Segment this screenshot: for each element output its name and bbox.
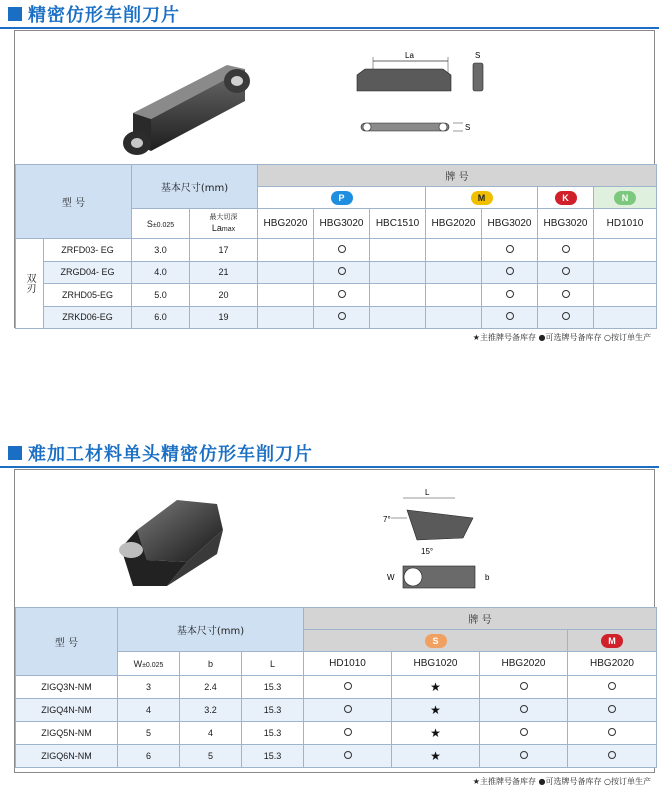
star-icon: ★ xyxy=(430,749,441,763)
material-m-badge: M xyxy=(471,191,493,205)
section1-header xyxy=(8,2,180,26)
w-cell: 3 xyxy=(118,676,180,699)
table-row xyxy=(16,261,657,284)
grade-empty-cell xyxy=(258,239,314,262)
grade-availability-cell xyxy=(304,745,392,768)
w-cell: 6 xyxy=(118,745,180,768)
model-cell: ZRHD05-EG xyxy=(44,284,132,307)
model-header: 型 号 xyxy=(16,165,132,239)
dim-angle7-label: 7° xyxy=(383,515,391,524)
open-circle-icon xyxy=(338,312,346,320)
w-cell: 4 xyxy=(118,699,180,722)
section2-panel xyxy=(14,469,655,773)
grade-empty-cell xyxy=(258,306,314,329)
model-header: 型 号 xyxy=(16,608,118,676)
material-p-cell xyxy=(258,187,426,209)
open-circle-icon xyxy=(520,728,528,736)
w-tol-header: W±0.025 xyxy=(118,652,180,676)
l-cell: 15.3 xyxy=(242,722,304,745)
grade-availability-cell xyxy=(480,699,568,722)
dim-angle15-label: 15° xyxy=(421,547,434,556)
grooving-insert-diagram xyxy=(353,49,493,149)
grade-header: HBG1020 xyxy=(392,652,480,676)
single-head-insert-diagram xyxy=(377,482,507,602)
grade-availability-cell xyxy=(314,261,370,284)
section1-title: 精密仿形车削刀片 xyxy=(28,5,180,26)
open-circle-icon xyxy=(338,245,346,253)
grade-availability-cell xyxy=(538,284,594,307)
section1-spec-table xyxy=(15,164,657,329)
section1-rule xyxy=(0,27,659,29)
dim-la-label: La xyxy=(405,51,414,60)
open-circle-icon xyxy=(520,705,528,713)
grade-availability-cell xyxy=(482,261,538,284)
grade-availability-cell xyxy=(568,699,657,722)
open-circle-icon xyxy=(344,728,352,736)
open-circle-icon xyxy=(608,682,616,690)
b-header: b xyxy=(180,652,242,676)
grade-header: HBG2020 xyxy=(480,652,568,676)
grade-empty-cell xyxy=(426,239,482,262)
model-cell: ZIGQ3N-NM xyxy=(16,676,118,699)
grade-availability-cell xyxy=(538,261,594,284)
grade-availability-cell xyxy=(480,745,568,768)
dim-w-label: W xyxy=(387,573,395,582)
la-cell: 17 xyxy=(190,239,258,262)
b-cell: 5 xyxy=(180,745,242,768)
grade-empty-cell xyxy=(370,239,426,262)
la-max-header: 最大切深 Lamax xyxy=(190,209,258,239)
b-cell: 2.4 xyxy=(180,676,242,699)
open-circle-icon xyxy=(506,245,514,253)
grade-availability-cell xyxy=(304,676,392,699)
material-k-badge: K xyxy=(555,191,577,205)
grade-availability-cell xyxy=(392,722,480,745)
table-row xyxy=(16,676,657,699)
brand-header: 牌 号 xyxy=(304,608,657,630)
section2-title: 难加工材料单头精密仿形车削刀片 xyxy=(28,444,313,465)
open-circle-icon xyxy=(562,312,570,320)
grade-empty-cell xyxy=(594,284,657,307)
title-square-icon xyxy=(8,7,22,21)
model-cell: ZRFD03- EG xyxy=(44,239,132,262)
grade-availability-cell xyxy=(392,676,480,699)
material-m-cell xyxy=(568,630,657,652)
grade-availability-cell xyxy=(304,699,392,722)
grade-empty-cell xyxy=(426,284,482,307)
model-cell: ZRGD04- EG xyxy=(44,261,132,284)
grade-availability-cell xyxy=(314,306,370,329)
grade-empty-cell xyxy=(426,306,482,329)
l-cell: 15.3 xyxy=(242,676,304,699)
grade-header: HBG2020 xyxy=(426,209,482,239)
section2-legend: ★主推牌号备库存 ●可选牌号备库存 ○按订单生产 xyxy=(472,777,651,786)
material-p-badge: P xyxy=(331,191,353,205)
table-row xyxy=(16,239,657,262)
open-circle-icon xyxy=(608,751,616,759)
grade-availability-cell xyxy=(314,284,370,307)
grade-empty-cell xyxy=(594,306,657,329)
la-cell: 19 xyxy=(190,306,258,329)
grade-availability-cell xyxy=(480,722,568,745)
grade-header: HD1010 xyxy=(304,652,392,676)
grade-header: HBG2020 xyxy=(568,652,657,676)
grade-empty-cell xyxy=(594,239,657,262)
section1-panel xyxy=(14,30,655,328)
open-circle-icon xyxy=(608,728,616,736)
material-m-badge: M xyxy=(601,634,623,648)
grade-header: HBG3020 xyxy=(482,209,538,239)
open-circle-icon xyxy=(520,751,528,759)
l-cell: 15.3 xyxy=(242,699,304,722)
model-cell: ZIGQ5N-NM xyxy=(16,722,118,745)
section2-rows xyxy=(16,676,657,768)
section2-header xyxy=(8,441,313,465)
grade-empty-cell xyxy=(370,306,426,329)
basic-size-header: 基本尺寸(mm) xyxy=(132,165,258,209)
star-icon: ★ xyxy=(430,680,441,694)
table-row xyxy=(16,722,657,745)
grade-header: HBG3020 xyxy=(538,209,594,239)
s-cell: 4.0 xyxy=(132,261,190,284)
material-k-cell xyxy=(538,187,594,209)
grade-availability-cell xyxy=(392,699,480,722)
grade-availability-cell xyxy=(482,306,538,329)
grade-availability-cell xyxy=(568,676,657,699)
table-row xyxy=(16,745,657,768)
s-tol-header: S±0.025 xyxy=(132,209,190,239)
grade-empty-cell xyxy=(426,261,482,284)
s-cell: 5.0 xyxy=(132,284,190,307)
grade-availability-cell xyxy=(304,722,392,745)
grade-availability-cell xyxy=(480,676,568,699)
material-s-badge: S xyxy=(425,634,447,648)
grade-availability-cell xyxy=(538,306,594,329)
w-cell: 5 xyxy=(118,722,180,745)
open-circle-icon xyxy=(506,267,514,275)
l-cell: 15.3 xyxy=(242,745,304,768)
section1-rows xyxy=(16,239,657,329)
grade-availability-cell xyxy=(568,722,657,745)
open-circle-icon xyxy=(506,290,514,298)
open-circle-icon xyxy=(338,267,346,275)
material-n-badge: N xyxy=(614,191,636,205)
grade-availability-cell xyxy=(568,745,657,768)
dim-s-top-label: S xyxy=(475,51,481,60)
grade-empty-cell xyxy=(370,284,426,307)
section2-rule xyxy=(0,466,659,468)
open-circle-icon xyxy=(344,705,352,713)
grade-empty-cell xyxy=(258,261,314,284)
grade-header: HD1010 xyxy=(594,209,657,239)
table-row xyxy=(16,699,657,722)
open-circle-icon xyxy=(562,245,570,253)
grade-empty-cell xyxy=(370,261,426,284)
s-cell: 6.0 xyxy=(132,306,190,329)
dim-l-label: L xyxy=(425,488,430,497)
table-row xyxy=(16,306,657,329)
table-row xyxy=(16,284,657,307)
section1-legend: ★主推牌号备库存 ●可选牌号备库存 ○按订单生产 xyxy=(472,333,651,342)
model-cell: ZIGQ6N-NM xyxy=(16,745,118,768)
grade-availability-cell xyxy=(482,284,538,307)
material-m-cell xyxy=(426,187,538,209)
open-circle-icon xyxy=(338,290,346,298)
star-icon: ★ xyxy=(430,726,441,740)
open-circle-icon xyxy=(562,290,570,298)
model-cell: ZRKD06-EG xyxy=(44,306,132,329)
material-s-cell xyxy=(304,630,568,652)
model-cell: ZIGQ4N-NM xyxy=(16,699,118,722)
open-circle-icon xyxy=(562,267,570,275)
dim-s-side-label: S xyxy=(465,123,471,132)
group-label-cell: 双刃 xyxy=(16,239,44,329)
open-circle-icon xyxy=(344,682,352,690)
grade-availability-cell xyxy=(314,239,370,262)
grade-empty-cell xyxy=(594,261,657,284)
grade-header: HBC1510 xyxy=(370,209,426,239)
grooving-insert-image xyxy=(115,51,295,161)
open-circle-icon xyxy=(506,312,514,320)
b-cell: 4 xyxy=(180,722,242,745)
section2-image-area xyxy=(15,470,654,607)
dim-b-label: b xyxy=(485,573,490,582)
single-head-insert-image xyxy=(107,490,267,600)
l-header: L xyxy=(242,652,304,676)
material-n-cell xyxy=(594,187,657,209)
grade-availability-cell xyxy=(538,239,594,262)
la-cell: 21 xyxy=(190,261,258,284)
section1-image-area xyxy=(15,31,654,164)
grade-availability-cell xyxy=(392,745,480,768)
open-circle-icon xyxy=(520,682,528,690)
open-circle-icon xyxy=(344,751,352,759)
title-square-icon xyxy=(8,446,22,460)
basic-size-header: 基本尺寸(mm) xyxy=(118,608,304,652)
s-cell: 3.0 xyxy=(132,239,190,262)
grade-empty-cell xyxy=(258,284,314,307)
brand-header: 牌 号 xyxy=(258,165,657,187)
grade-availability-cell xyxy=(482,239,538,262)
section2-spec-table xyxy=(15,607,657,768)
grade-header: HBG3020 xyxy=(314,209,370,239)
grade-header: HBG2020 xyxy=(258,209,314,239)
la-cell: 20 xyxy=(190,284,258,307)
b-cell: 3.2 xyxy=(180,699,242,722)
open-circle-icon xyxy=(608,705,616,713)
star-icon: ★ xyxy=(430,703,441,717)
